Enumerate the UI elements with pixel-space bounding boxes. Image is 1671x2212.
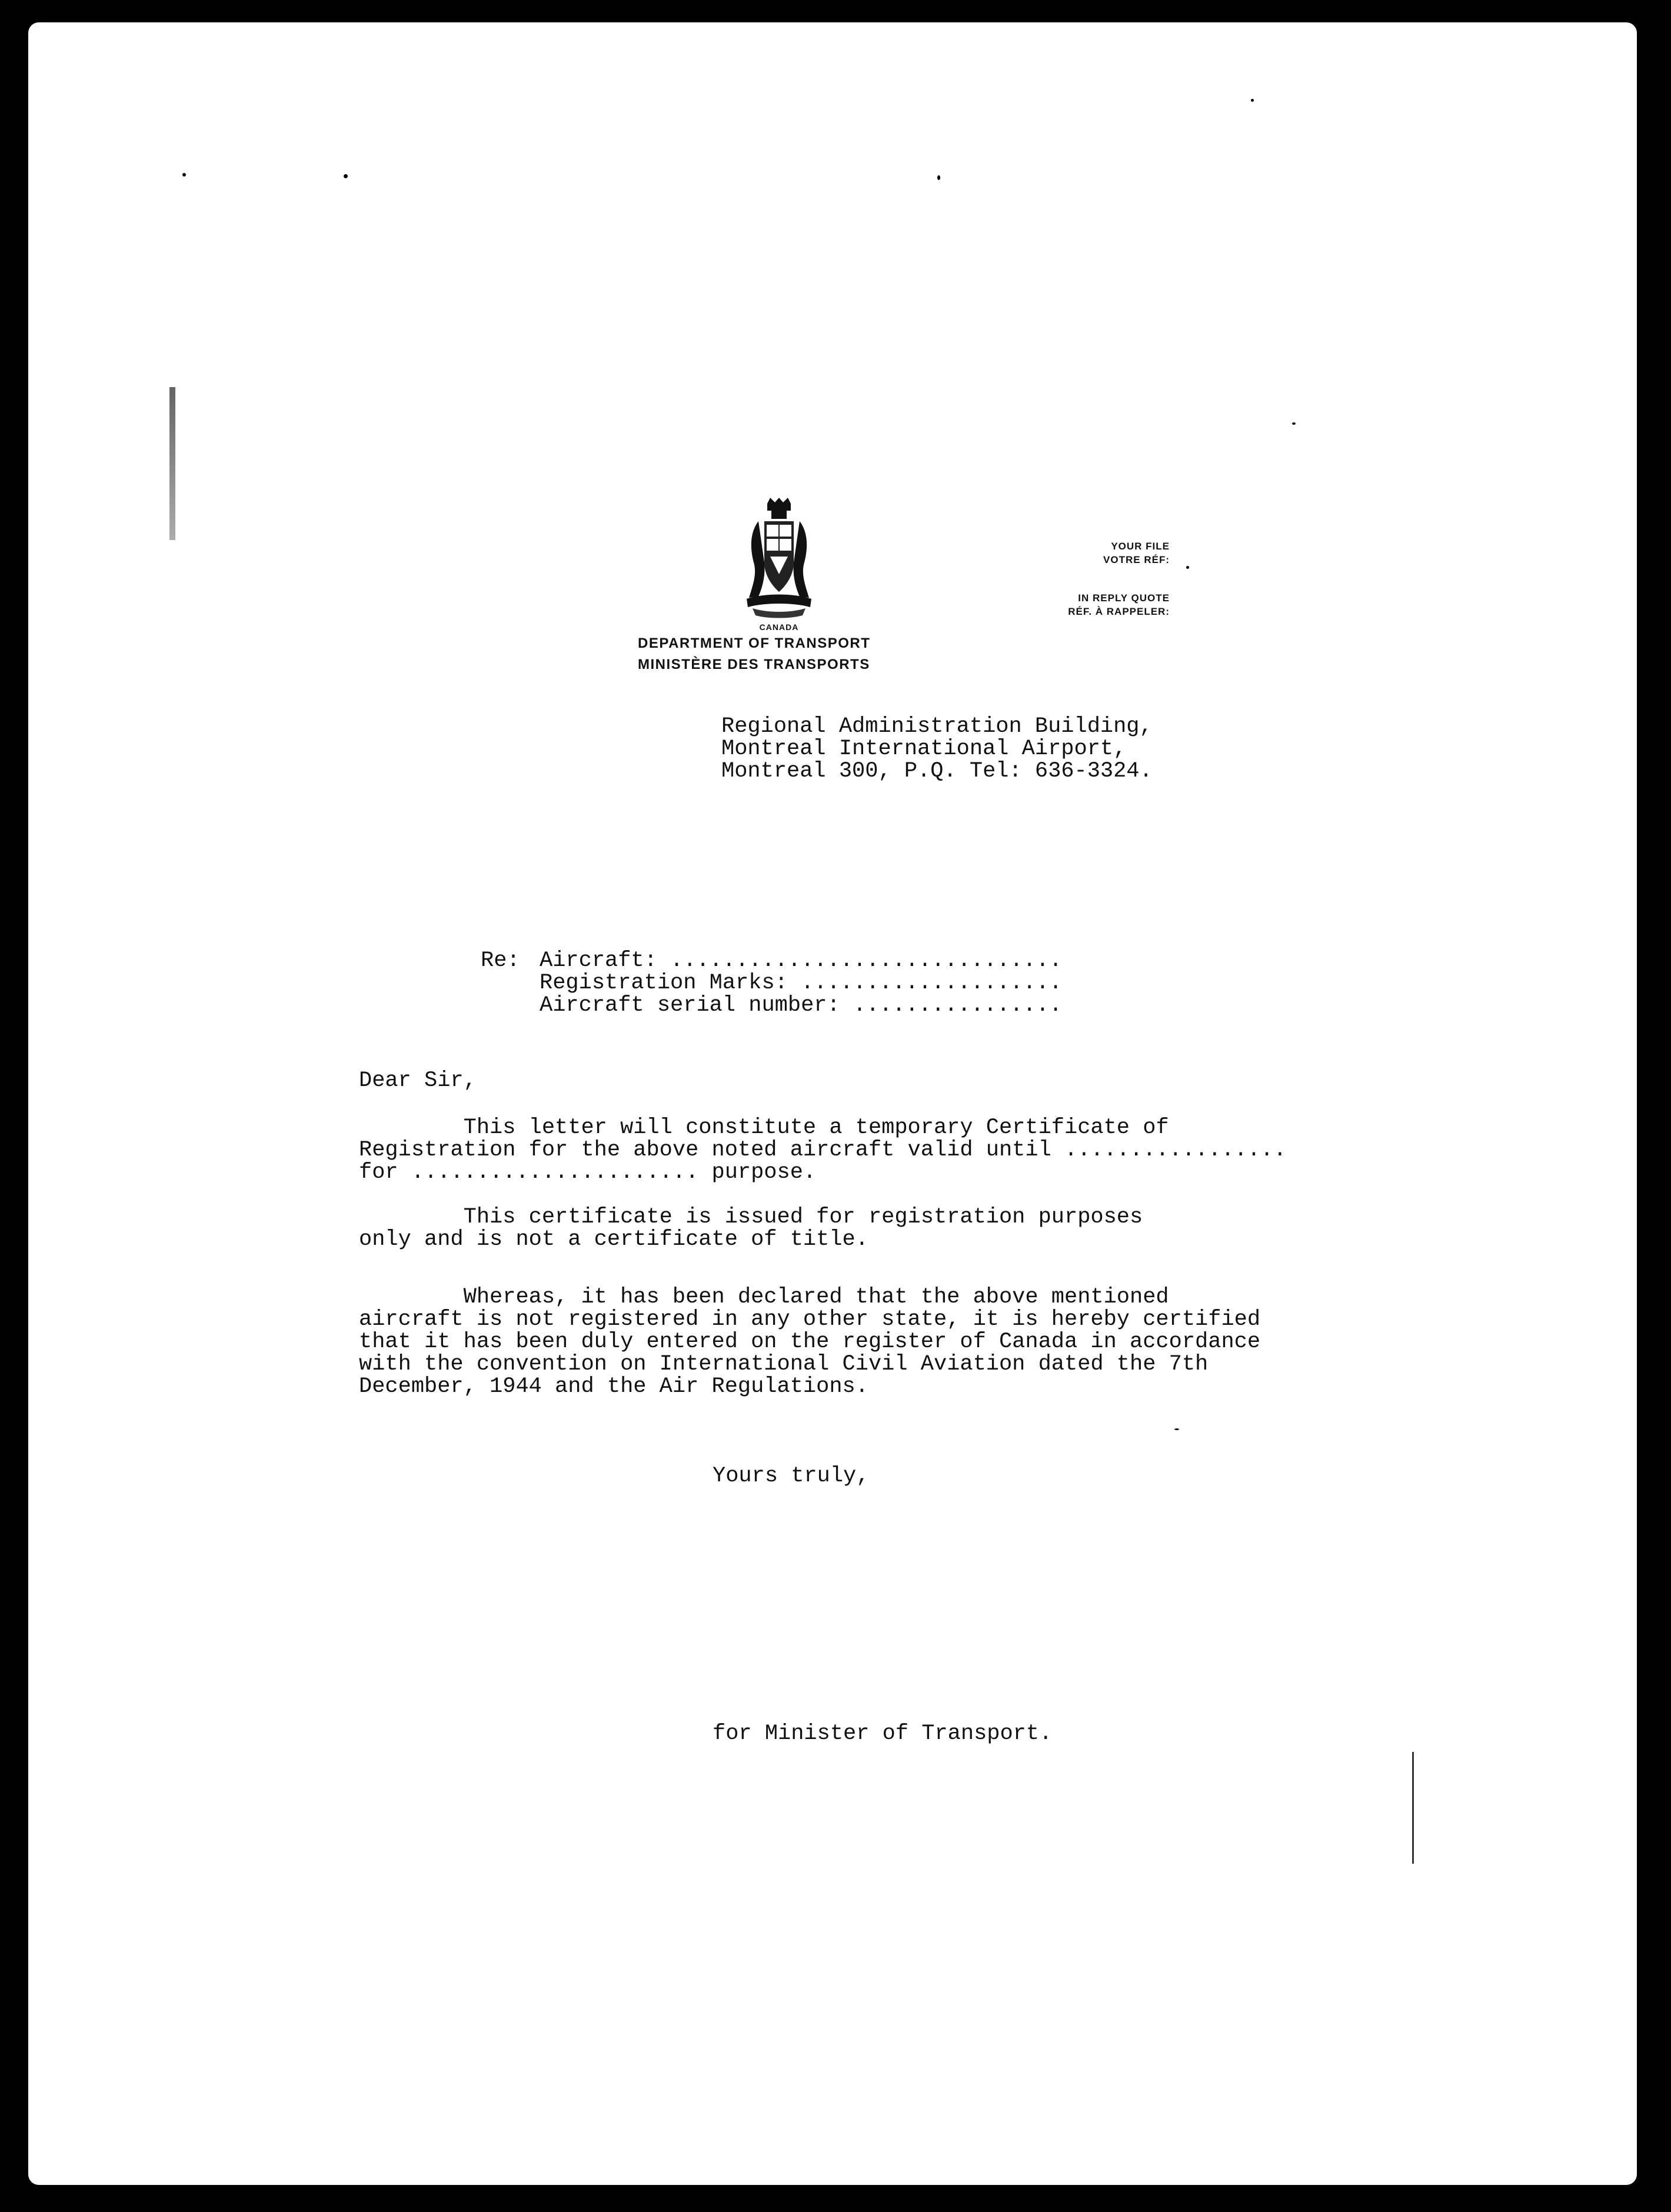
paragraph-2-line-1: This certificate is issued for registration purposes [359, 1205, 1143, 1230]
department-name-en: DEPARTMENT OF TRANSPORT [638, 635, 871, 651]
scan-speck [344, 174, 348, 178]
paragraph-3-line-3: that it has been duly entered on the register of Canada in accordance [359, 1330, 1261, 1354]
registration-marks-field: Registration Marks: .................... [540, 971, 1063, 995]
scan-speck [1292, 422, 1296, 425]
scan-edge-mark [169, 387, 175, 540]
votre-ref-label: VOTRE RÉF: [1103, 554, 1170, 565]
reply-quote-label: IN REPLY QUOTE [1078, 592, 1170, 604]
address-line-1: Regional Administration Building, [721, 714, 1153, 739]
scan-line-mark [1412, 1752, 1414, 1864]
paragraph-1-line-1: This letter will constitute a temporary Certificate of [359, 1115, 1169, 1140]
re-label: Re: [481, 948, 520, 973]
scan-speck [182, 173, 186, 176]
serial-number-field: Aircraft serial number: ................ [540, 993, 1063, 1018]
address-line-3: Montreal 300, P.Q. Tel: 636-3324. [721, 759, 1153, 784]
paragraph-1-line-3: for ...................... purpose. [359, 1160, 817, 1185]
scan-speck [1251, 99, 1254, 102]
scan-speck [1186, 566, 1189, 569]
salutation: Dear Sir, [359, 1068, 477, 1093]
paragraph-3-line-4: with the convention on International Civil Aviation dated the 7th [359, 1352, 1209, 1377]
paragraph-3-line-1: Whereas, it has been declared that the above mentioned [359, 1285, 1169, 1310]
department-name-fr: MINISTÈRE DES TRANSPORTS [638, 657, 870, 672]
signature-line: for Minister of Transport. [713, 1721, 1053, 1746]
closing: Yours truly, [713, 1464, 870, 1488]
emblem-caption: CANADA [759, 622, 799, 632]
paragraph-2-line-2: only and is not a certificate of title. [359, 1227, 868, 1252]
paragraph-3-line-5: December, 1944 and the Air Regulations. [359, 1374, 868, 1399]
scan-speck [937, 175, 940, 180]
aircraft-field: Aircraft: .............................. [540, 948, 1063, 973]
ref-a-rappeler-label: RÉF. À RAPPELER: [1068, 606, 1170, 617]
coat-of-arms-icon [741, 498, 817, 621]
paragraph-3-line-2: aircraft is not registered in any other state, it is hereby certified [359, 1307, 1261, 1332]
paragraph-1-line-2: Registration for the above noted aircraft valid until ................. [359, 1138, 1287, 1162]
letter-page [28, 22, 1637, 2185]
scan-speck [1174, 1428, 1179, 1430]
address-line-2: Montreal International Airport, [721, 737, 1127, 761]
your-file-label: YOUR FILE [1111, 541, 1170, 552]
